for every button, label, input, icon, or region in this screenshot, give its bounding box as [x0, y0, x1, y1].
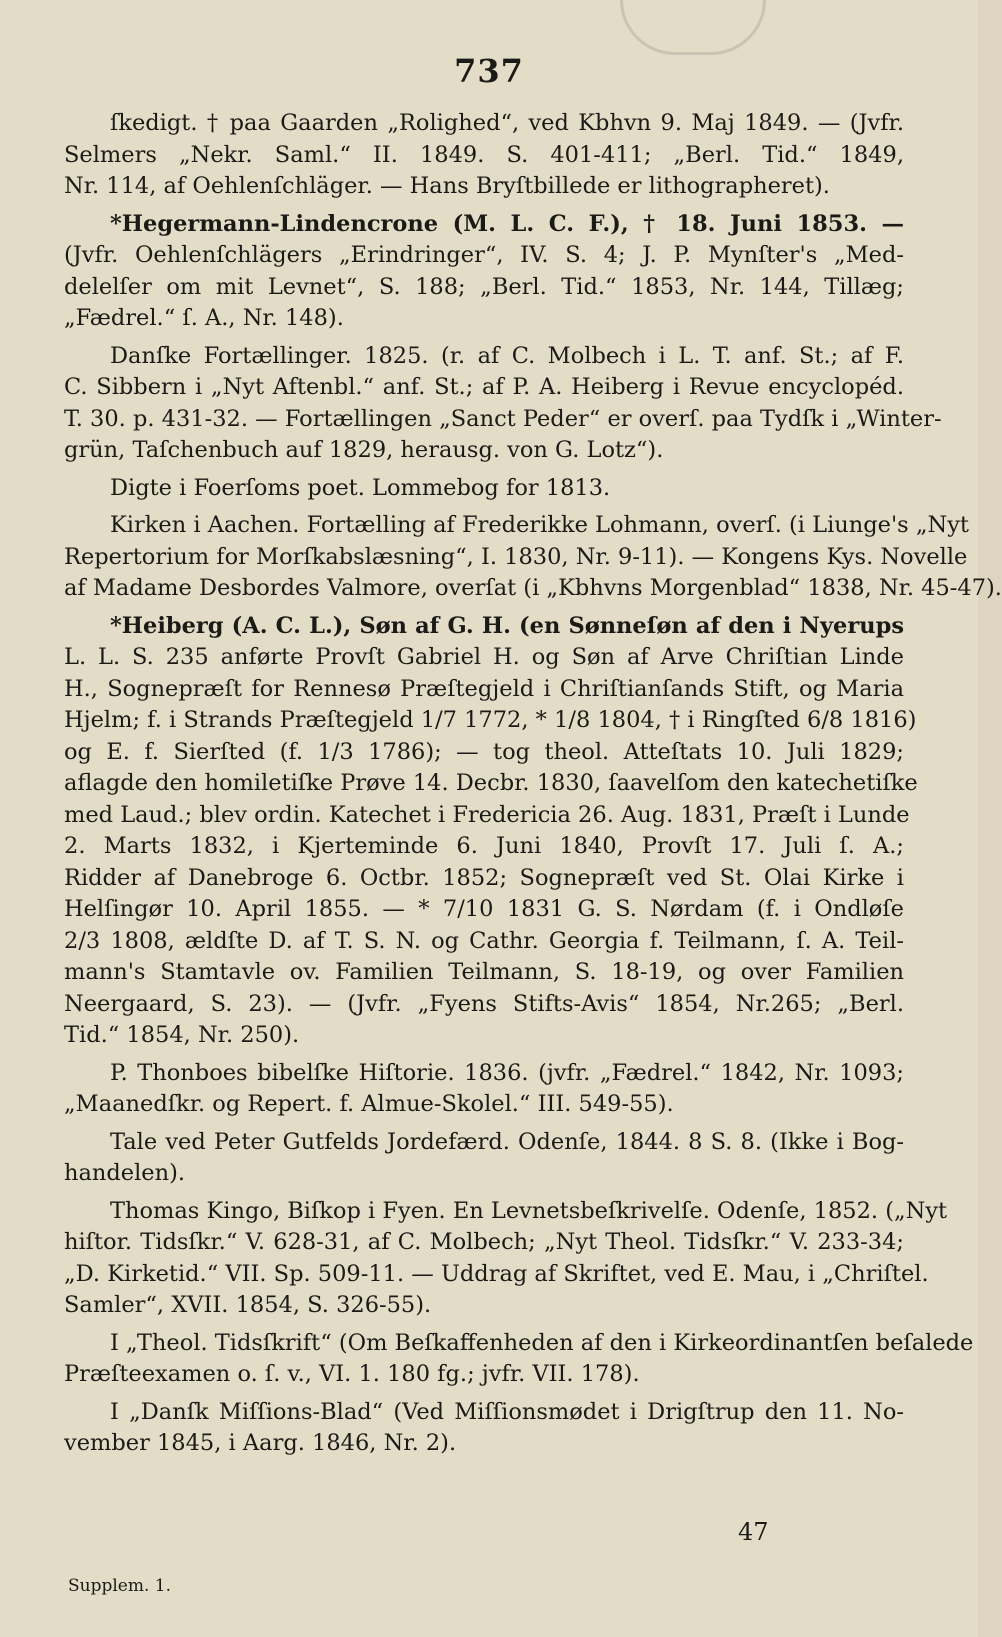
text-line: *Heiberg (A. C. L.), Søn af G. H. (en Sønneſøn af den i Nyerups [110, 612, 904, 639]
text-line: L. L. S. 235 anførte Provſt Gabriel H. og Søn af Arve Chriſtian Linde [64, 644, 904, 670]
text-line: Danſke Fortællinger. 1825. (r. af C. Molbech i L. T. anf. St.; af F. [110, 342, 904, 369]
paragraph [64, 1127, 904, 1190]
text-line: 2/3 1808, ældſte D. af T. S. N. og Cathr. Georgia f. Teilmann, ſ. A. Teil- [64, 927, 904, 954]
binding-stamp-mark [620, 0, 766, 55]
text-line: og E. f. Sierſted (f. 1/3 1786); — tog theol. Atteſtats 10. Juli 1829; [64, 738, 904, 765]
paragraph [64, 108, 904, 203]
page-number: 737 [454, 52, 524, 90]
text-line: Ridder af Danebroge 6. Octbr. 1852; Sognepræſt ved St. Olai Kirke i [64, 864, 904, 891]
text-line: Samler“, XVII. 1854, S. 326-55). [64, 1292, 432, 1318]
text-line: handelen). [64, 1160, 186, 1186]
text-line: *Hegermann-Lindencrone (M. L. C. F.), † 18. Juni 1853. — [110, 210, 904, 237]
text-line: C. Sibbern i „Nyt Aftenbl.“ anf. St.; af P. A. Heiberg i Revue encyclopéd. [64, 374, 904, 400]
text-line: T. 30. p. 431-32. — Fortællingen „Sanct Peder“ er overſ. paa Tydſk i „Winter- [64, 405, 942, 432]
text-line: Nr. 114, af Oehlenſchläger. — Hans Bryſtbillede er lithographeret). [64, 173, 830, 199]
text-line: ſkedigt. † paa Gaarden „Rolighed“, ved Kbhvn 9. Maj 1849. — (Jvfr. [110, 110, 904, 136]
text-line: aflagde den homiletiſke Prøve 14. Decbr. 1830, ſaavelſom den katechetiſke [64, 770, 918, 796]
paragraph [64, 1058, 904, 1121]
text-line: P. Thonboes bibelſke Hiſtorie. 1836. (jvfr. „Fædrel.“ 1842, Nr. 1093; [110, 1059, 904, 1086]
paragraph [64, 341, 942, 467]
text-line: H., Sognepræſt for Rennesø Præſtegjeld i Chriſtianſands Stift, og Maria [64, 675, 904, 702]
signature-mark: Supplem. 1. [68, 1576, 172, 1596]
text-body [64, 108, 1002, 1466]
text-line: (Jvfr. Oehlenſchlägers „Erindringer“, IV. S. 4; J. P. Mynſter's „Med- [64, 242, 904, 268]
text-line: I „Danſk Miſſions-Blad“ (Ved Miſſionsmødet i Drigſtrup den 11. No- [110, 1398, 904, 1425]
text-line: Kirken i Aachen. Fortælling af Frederikke Lohmann, overſ. (i Liunge's „Nyt [110, 512, 969, 538]
text-line: hiſtor. Tidsſkr.“ V. 628-31, af C. Molbech; „Nyt Theol. Tidsſkr.“ V. 233-34; [64, 1229, 904, 1255]
text-line: „D. Kirketid.“ VII. Sp. 509-11. — Uddrag af Skriftet, ved E. Mau, i „Chriſtel. [64, 1260, 929, 1287]
paragraph [64, 1397, 904, 1460]
text-line: Tid.“ 1854, Nr. 250). [64, 1022, 300, 1048]
paragraph [64, 1328, 974, 1391]
text-line: I „Theol. Tidsſkrift“ (Om Beſkaffenheden af den i Kirkeordinantſen beſalede [110, 1329, 974, 1356]
text-line: 2. Marts 1832, i Kjerteminde 6. Juni 1840, Provſt 17. Juli ſ. A.; [64, 833, 904, 859]
text-line: „Maanedſkr. og Repert. f. Almue-Skolel.“ III. 549-55). [64, 1091, 674, 1117]
text-line: Neergaard, S. 23). — (Jvfr. „Fyens Stifts-Avis“ 1854, Nr.265; „Berl. [64, 990, 904, 1017]
text-line: med Laud.; blev ordin. Katechet i Fredericia 26. Aug. 1831, Præſt i Lunde [64, 801, 910, 828]
text-line: mann's Stamtavle ov. Familien Teilmann, S. 18-19, og over Familien [64, 959, 904, 985]
text-line: af Madame Desbordes Valmore, overſat (i „Kbhvns Morgenblad“ 1838, Nr. 45-47). [64, 575, 1002, 601]
text-line: Tale ved Peter Gutfelds Jordefærd. Odenſe, 1844. 8 S. 8. (Ikke i Bog- [110, 1128, 904, 1155]
text-line: „Fædrel.“ ſ. A., Nr. 148). [64, 305, 344, 331]
text-line: grün, Taſchenbuch auf 1829, herausg. von G. Lotz“). [64, 437, 664, 463]
text-line: Selmers „Nekr. Saml.“ II. 1849. S. 401-411; „Berl. Tid.“ 1849, [64, 141, 904, 168]
text-line: Helſingør 10. April 1855. — * 7/10 1831 G. S. Nørdam (f. i Ondløſe [64, 896, 904, 922]
text-line: delelſer om mit Levnet“, S. 188; „Berl. Tid.“ 1853, Nr. 144, Tillæg; [64, 273, 904, 300]
paragraph [64, 1196, 948, 1322]
text-line: Repertorium for Morſkabslæsning“, I. 1830, Nr. 9-11). — Kongens Kys. Novelle [64, 543, 968, 570]
text-line: Digte i Foerſoms poet. Lommebog for 1813. [110, 474, 611, 501]
paragraph [64, 510, 1002, 605]
paragraph [64, 611, 918, 1052]
text-line: Thomas Kingo, Biſkop i Fyen. En Levnetsbeſkrivelſe. Odenſe, 1852. („Nyt [110, 1197, 948, 1224]
text-line: Præſteexamen o. ſ. v., VI. 1. 180 fg.; jvfr. VII. 178). [64, 1361, 640, 1387]
paragraph [64, 209, 904, 335]
paragraph [64, 473, 904, 505]
text-line: Hjelm; f. i Strands Præſtegjeld 1/7 1772, * 1/8 1804, † i Ringſted 6/8 1816) [64, 707, 917, 733]
text-line: vember 1845, i Aarg. 1846, Nr. 2). [64, 1430, 457, 1456]
sheet-number: 47 [738, 1518, 769, 1546]
